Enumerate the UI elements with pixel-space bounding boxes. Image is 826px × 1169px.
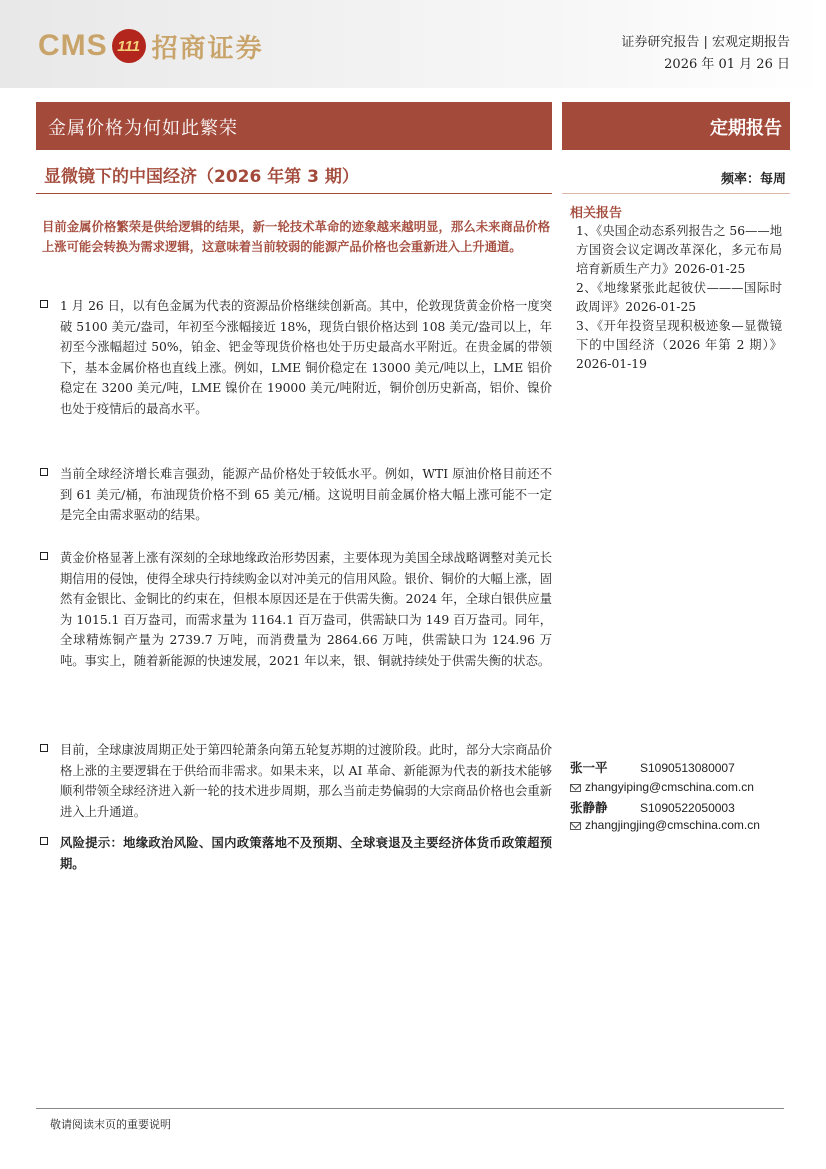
bullet-text: 当前全球经济增长难言强劲，能源产品价格处于较低水平。例如，WTI 原油价格目前还不到 61 美元/桶，布油现货价格不到 65 美元/桶。这说明目前金属价格大幅上涨可能不一定是完全由需求驱动的结果。 (60, 467, 552, 522)
author-email-row (570, 780, 754, 794)
header-meta (621, 32, 790, 76)
title-divider (36, 193, 552, 194)
author-email[interactable]: zhangyiping@cmschina.com.cn (585, 780, 754, 794)
logo-emblem-text: 111 (117, 37, 141, 55)
author-name: 张一平 (570, 760, 608, 775)
report-date: 2026 年 01 月 26 日 (664, 57, 790, 72)
risk-warning-text: 风险提示：地缘政治风险、国内政策落地不及预期、全球衰退及主要经济体货币政策超预期。 (60, 836, 552, 871)
author-row (570, 798, 735, 816)
bullet-text: 黄金价格显著上涨有深刻的全球地缘政治形势因素，主要体现为美国全球战略调整对美元长期信用的侵蚀，使得全球央行持续购金以对冲美元的信用风险。银价、铜价的大幅上涨，固然有金银比、金铜比的约束在，但根本原因还是在于供需失衡。2024 年，全球白银供应量为 1015.1 百万盎司，而需求量为 1164.1 百万盎司，供需缺口为 149 百万盎司。同年，全球精炼铜产量为 2739.7 万吨，而消费量为 2864.66 万吨，供需缺口为 124.96 万吨。事实上，随着新能源的快速发展，2021 年以来，银、铜就持续处于供需失衡的状态。 (60, 551, 552, 668)
related-reports-list (576, 222, 782, 374)
checkbox-bullet-icon (40, 552, 48, 560)
company-logo (38, 26, 264, 66)
bullet-text: 目前，全球康波周期正处于第四轮萧条向第五轮复苏期的过渡阶段。此时，部分大宗商品价格上涨的主要逻辑在于供给而非需求。如果未来，以 AI 革命、新能源为代表的新技术能够顺利带领全球经济进入新一轮的技术进步周期，那么当前走势偏弱的大宗商品价格也会重新进入上升通道。 (60, 743, 552, 819)
author-row (570, 758, 735, 776)
checkbox-bullet-icon (40, 468, 48, 476)
footer-divider (36, 1108, 784, 1109)
bullet-item (40, 740, 552, 822)
bullet-text: 1 月 26 日，以有色金属为代表的资源品价格继续创新高。其中，伦敦现货黄金价格一度突破 5100 美元/盎司，年初至今涨幅接近 18%，现货白银价格达到 108 美元/盎司以上，年初至今涨幅超过 50%，铂金、钯金等现货价格也处于历史最高水平附近。在贵金属的带领下，基本金属价格也直线上涨。例如，LME 铜价稳定在 13000 美元/吨以上，LME 铝价稳定在 3200 美元/吨，LME 镍价在 19000 美元/吨附近，铜价创历史新高，铝价、镍价也处于疫情后的最高水平。 (60, 299, 552, 416)
report-type: 证券研究报告 | 宏观定期报告 (621, 35, 790, 50)
frequency-label: 频率：每周 (720, 172, 786, 187)
author-email[interactable]: zhangjingjing@cmschina.com.cn (585, 818, 760, 832)
related-report-link[interactable]: 1、《央国企动态系列报告之 56——地方国资会议定调改革深化，多元布局培育新质生产力》2026-01-25 (576, 224, 782, 276)
topic-banner (36, 102, 552, 150)
logo-company-name: 招商证券 (151, 33, 264, 64)
bullet-item (40, 296, 552, 419)
mail-icon (570, 822, 581, 830)
related-report-link[interactable]: 2、《地缘紧张此起彼伏———国际时政周评》2026-01-25 (576, 281, 782, 314)
checkbox-bullet-icon (40, 744, 48, 752)
footer-note: 敬请阅读末页的重要说明 (50, 1118, 171, 1131)
author-email-row (570, 818, 760, 832)
report-kind-text: 定期报告 (710, 118, 782, 139)
related-reports-title: 相关报告 (570, 206, 623, 221)
logo-cms-text: CMS (38, 29, 108, 62)
checkbox-bullet-icon (40, 837, 48, 845)
author-license-id: S1090522050003 (640, 801, 735, 815)
summary-paragraph: 目前金属价格繁荣是供给逻辑的结果，新一轮技术革命的迹象越来越明显，那么未来商品价格上涨可能会转换为需求逻辑，这意味着当前较弱的能源产品价格也会重新进入上升通道。 (42, 220, 550, 254)
author-name: 张静静 (570, 800, 608, 815)
checkbox-bullet-icon (40, 300, 48, 308)
mail-icon (570, 784, 581, 792)
bullet-item (40, 548, 552, 671)
risk-warning-item (40, 833, 552, 874)
topic-banner-text: 金属价格为何如此繁荣 (48, 118, 238, 139)
related-report-link[interactable]: 3、《开年投资呈现积极迹象—显微镜下的中国经济（2026 年第 2 期）》2026-01-19 (576, 319, 782, 371)
logo-emblem-icon (112, 29, 146, 63)
report-kind-banner (562, 102, 790, 150)
frequency-divider (562, 193, 790, 194)
page-title: 显微镜下的中国经济（2026 年第 3 期） (44, 167, 359, 187)
author-license-id: S1090513080007 (640, 761, 735, 775)
bullet-item (40, 464, 552, 526)
